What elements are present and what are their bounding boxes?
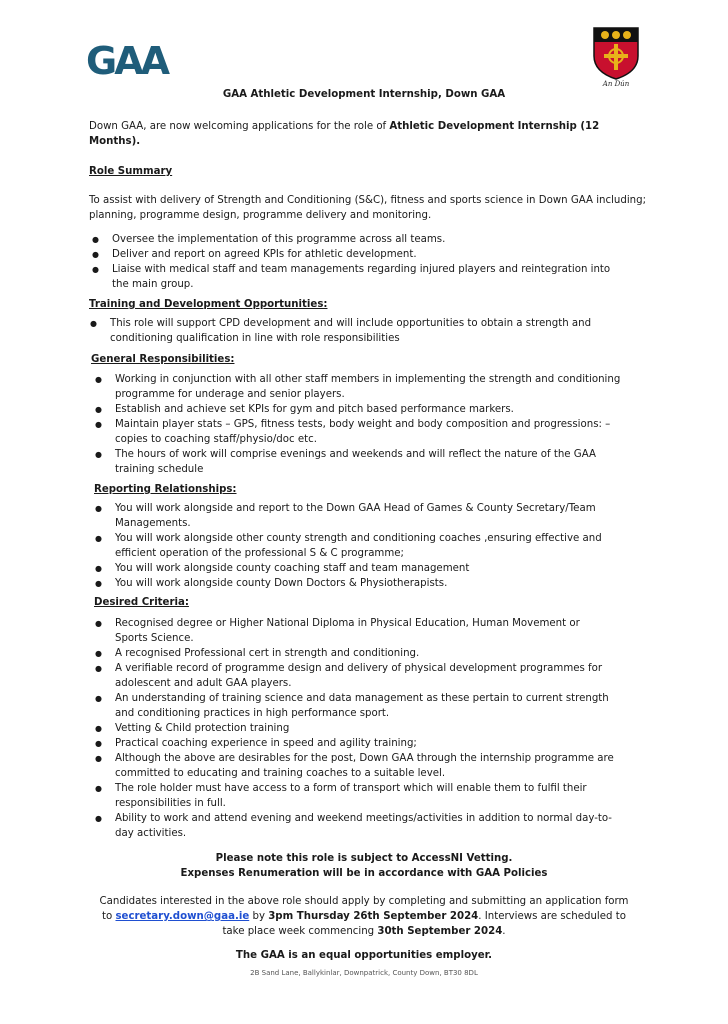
bullet-icon: ●: [95, 619, 102, 628]
bullet-icon: ●: [95, 420, 102, 429]
role-summary-heading: Role Summary: [89, 166, 173, 177]
list-item-text: The hours of work will comprise evenings and weekends and will reflect the nature of the GAA training schedule: [115, 449, 596, 475]
deadline: 3pm Thursday 26th September 2024: [268, 911, 479, 922]
bullet-icon: ●: [95, 649, 102, 658]
list-item: [90, 316, 620, 346]
list-item-text: Recognised degree or Higher National Diploma in Physical Education, Human Movement or Sports Science.: [115, 618, 580, 644]
role-summary-paragraph: To assist with delivery of Strength and Conditioning (S&C), fitness and sports science in Down GAA including; planning, programme design, programme delivery and monitoring.: [89, 195, 647, 221]
list-item-text: Ability to work and attend evening and weekend meetings/activities in addition to normal day-to-day activities.: [115, 813, 612, 839]
bullet-icon: ●: [95, 724, 102, 733]
list-item-text: You will work alongside other county strength and conditioning coaches ,ensuring effective and efficient operation of the professional S & C programme;: [115, 533, 602, 559]
list-item: [95, 576, 615, 591]
bullet-icon: ●: [95, 739, 102, 748]
bullet-icon: ●: [95, 579, 102, 588]
list-item: [95, 447, 625, 477]
list-item-text: Maintain player stats – GPS, fitness tests, body weight and body composition and progressions: – copies to coaching staff/physio/doc etc.: [115, 419, 611, 445]
reporting-heading: Reporting Relationships:: [94, 484, 237, 495]
list-item: [95, 417, 625, 447]
list-item-text: Although the above are desirables for the post, Down GAA through the internship programme are committed to educating and training coaches to a suitable level.: [115, 753, 614, 779]
list-item: [95, 372, 625, 402]
bullet-icon: ●: [92, 250, 99, 259]
list-item: [95, 646, 615, 661]
training-list: [90, 316, 620, 346]
list-item: [95, 402, 625, 417]
list-item: [95, 561, 615, 576]
bullet-icon: ●: [90, 319, 97, 328]
general-list: [95, 372, 625, 477]
list-item: [95, 751, 615, 781]
bullet-icon: ●: [95, 784, 102, 793]
list-item: [95, 691, 615, 721]
bullet-icon: ●: [95, 814, 102, 823]
bullet-icon: ●: [95, 504, 102, 513]
list-item: [95, 531, 615, 561]
equal-opportunities-statement: The GAA is an equal opportunities employer.: [235, 950, 493, 961]
bullet-icon: ●: [92, 235, 99, 244]
email-link[interactable]: secretary.down@gaa.ie: [115, 911, 250, 922]
gaa-logo: [86, 40, 182, 80]
bullet-icon: ●: [95, 664, 102, 673]
bullet-icon: ●: [95, 375, 102, 384]
list-item: [95, 661, 615, 691]
criteria-list: [95, 616, 615, 841]
list-item-text: The role holder must have access to a form of transport which will enable them to fulfil their responsibilities in full.: [115, 783, 587, 809]
list-item-text: Oversee the implementation of this programme across all teams.: [112, 234, 446, 245]
down-gaa-crest: [592, 26, 640, 80]
list-item-text: This role will support CPD development and will include opportunities to obtain a strength and conditioning qualification in line with role responsibilities: [110, 318, 592, 344]
application-instructions: Candidates interested in the above role should apply by completing and submitting an application form to secretary.down@gaa.ie by 3pm Thursday 26th September 2024. Interviews are scheduled to take place week commencing 30th September 2024.: [99, 896, 629, 937]
list-item: [95, 501, 615, 531]
crest-caption: An Dún: [602, 80, 630, 88]
list-item: [92, 262, 622, 292]
list-item-text: A recognised Professional cert in strength and conditioning.: [115, 648, 420, 659]
general-heading: General Responsibilities:: [91, 354, 235, 365]
list-item-text: You will work alongside county Down Doctors & Physiotherapists.: [115, 578, 448, 589]
bullet-icon: ●: [95, 694, 102, 703]
list-item-text: You will work alongside county coaching staff and team management: [115, 563, 470, 574]
list-item-text: Liaise with medical staff and team managements regarding injured players and reintegration into the main group.: [112, 264, 611, 290]
reporting-list: [95, 501, 615, 591]
bullet-icon: ●: [92, 265, 99, 274]
list-item: [95, 811, 615, 841]
list-item: [95, 781, 615, 811]
bullet-icon: ●: [95, 450, 102, 459]
bullet-icon: ●: [95, 754, 102, 763]
bullet-icon: ●: [95, 534, 102, 543]
list-item: [92, 247, 622, 262]
criteria-heading: Desired Criteria:: [94, 597, 189, 608]
list-item-text: You will work alongside and report to the Down GAA Head of Games & County Secretary/Team Managements.: [115, 503, 596, 529]
document-title: GAA Athletic Development Internship, Down GAA: [222, 89, 506, 100]
vetting-note: Please note this role is subject to AccessNI Vetting.: [215, 853, 513, 864]
list-item: [95, 736, 615, 751]
interview-week: 30th September 2024: [377, 926, 503, 937]
list-item: [92, 232, 622, 247]
list-item-text: Deliver and report on agreed KPIs for athletic development.: [112, 249, 417, 260]
bullet-icon: ●: [95, 405, 102, 414]
list-item: [95, 721, 615, 736]
role-name: Athletic Development Internship (12 Months): [89, 121, 600, 147]
list-item-text: Vetting & Child protection training: [115, 723, 290, 734]
list-item-text: A verifiable record of programme design and delivery of physical development programmes for adolescent and adult GAA players.: [115, 663, 603, 689]
role-summary-list: [92, 232, 622, 292]
list-item-text: An understanding of training science and data management as these pertain to current strength and conditioning practices in high performance sport.: [115, 693, 609, 719]
bullet-icon: ●: [95, 564, 102, 573]
list-item-text: Working in conjunction with all other staff members in implementing the strength and conditioning programme for underage and senior players.: [115, 374, 621, 400]
list-item-text: Establish and achieve set KPIs for gym and pitch based performance markers.: [115, 404, 514, 415]
expenses-note: Expenses Renumeration will be in accordance with GAA Policies: [180, 868, 548, 879]
intro-paragraph: Down GAA, are now welcoming applications for the role of Athletic Development Internship (12 Months).: [89, 121, 600, 147]
list-item: [95, 616, 615, 646]
svg-text:GAA: GAA: [86, 40, 168, 80]
footer-address: 2B Sand Lane, Ballykinlar, Downpatrick, County Down, BT30 8DL: [250, 969, 478, 977]
list-item-text: Practical coaching experience in speed and agility training;: [115, 738, 417, 749]
training-heading: Training and Development Opportunities:: [89, 299, 328, 310]
